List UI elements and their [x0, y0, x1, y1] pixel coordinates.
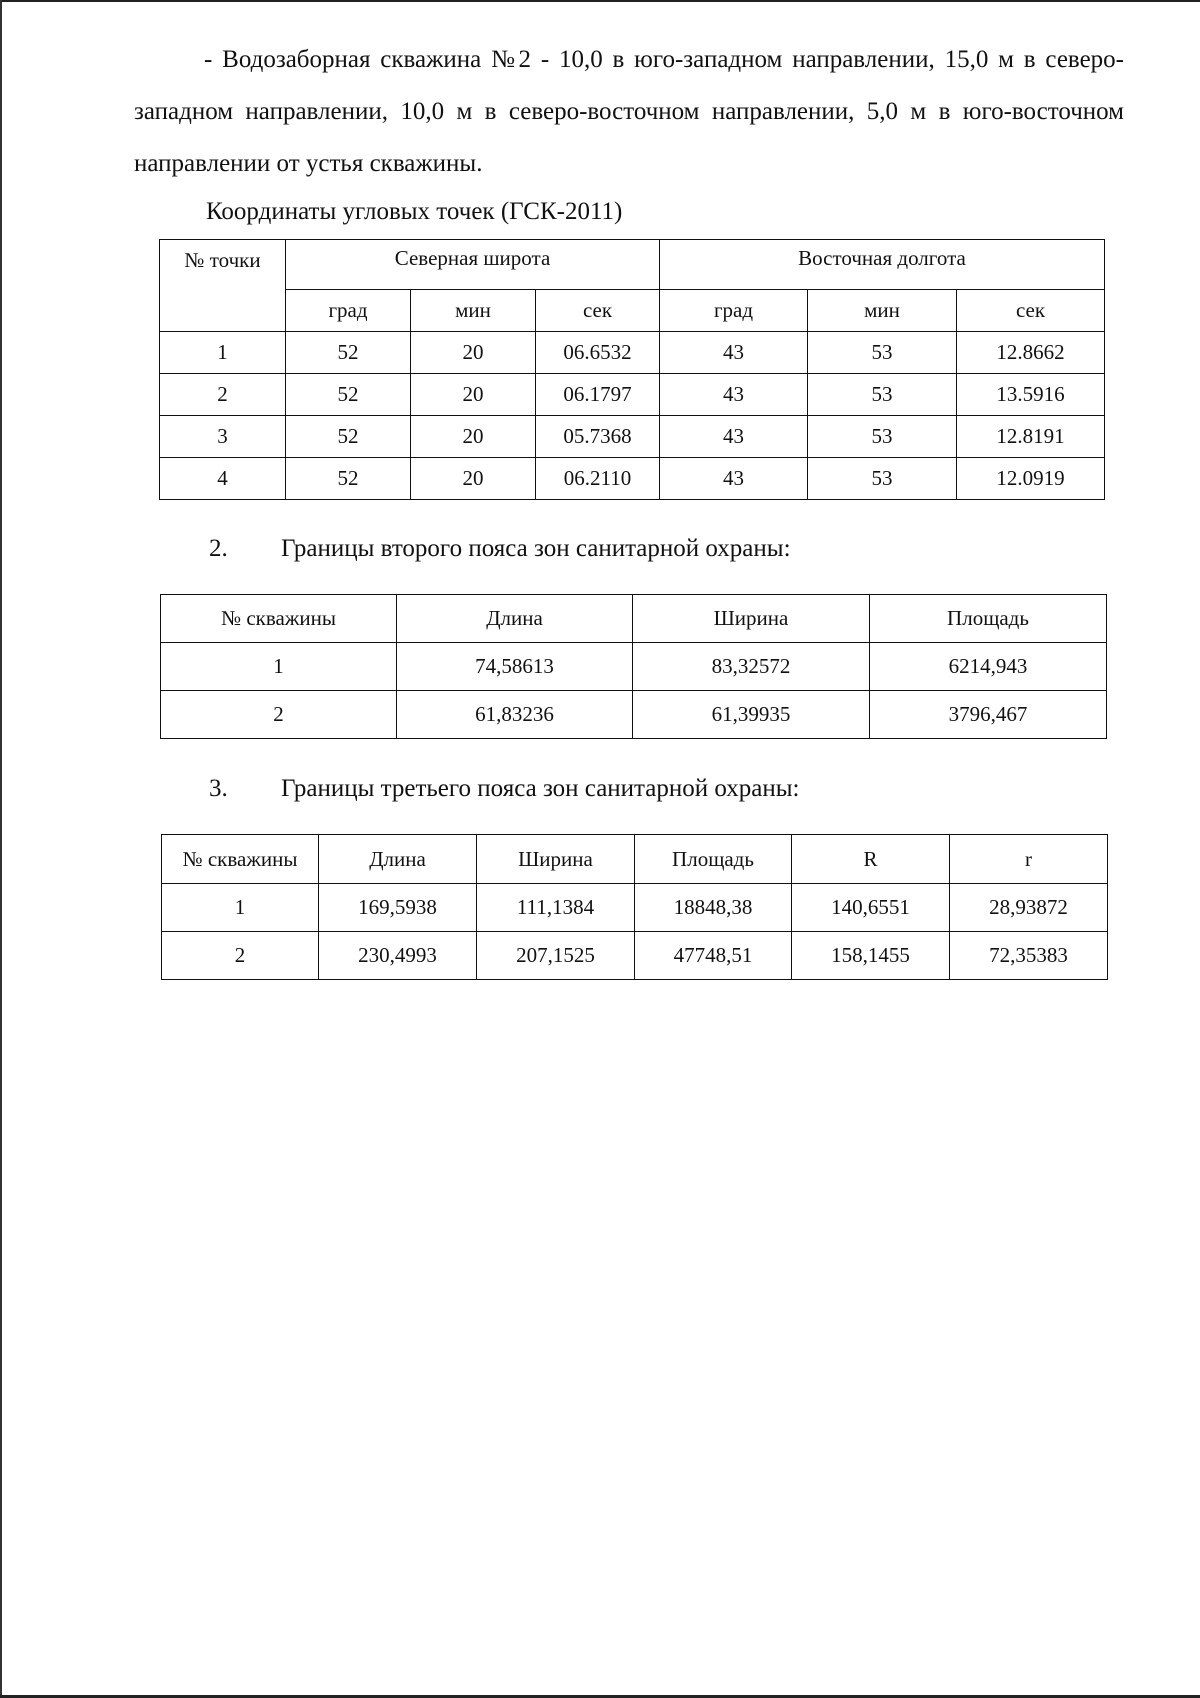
cell-lat-min: 20: [411, 416, 536, 458]
cell-length: 61,83236: [397, 691, 633, 739]
cell-well: 1: [161, 643, 397, 691]
table-row: [162, 884, 1108, 932]
table-row: [162, 932, 1108, 980]
cell-lon-sec: 12.8191: [957, 416, 1105, 458]
cell-lon-deg: 43: [660, 374, 808, 416]
cell-well: 2: [161, 691, 397, 739]
section-3-number: 3.: [209, 775, 228, 802]
header-width: Ширина: [633, 595, 870, 643]
cell-point: 2: [160, 374, 286, 416]
scan-edge-left: [0, 0, 2, 1698]
scan-edge-top: [0, 0, 1200, 2]
coords-caption: Координаты угловых точек (ГСК-2011): [206, 198, 623, 225]
cell-area: 18848,38: [635, 884, 792, 932]
cell-length: 169,5938: [319, 884, 477, 932]
header-area: Площадь: [635, 835, 792, 884]
header-lat-min: мин: [411, 290, 536, 332]
third-zone-table: [161, 834, 1108, 980]
cell-lon-deg: 43: [660, 416, 808, 458]
header-east-longitude: Восточная долгота: [660, 240, 1105, 290]
cell-radius-major: 140,6551: [792, 884, 950, 932]
table-row: [161, 643, 1107, 691]
cell-radius-minor: 72,35383: [950, 932, 1108, 980]
table-row: [161, 691, 1107, 739]
table-row: [160, 416, 1105, 458]
cell-lat-min: 20: [411, 374, 536, 416]
table-row: [160, 374, 1105, 416]
table-row: [160, 458, 1105, 500]
cell-length: 230,4993: [319, 932, 477, 980]
section-3-text: Границы третьего пояса зон санитарной охраны:: [281, 775, 800, 802]
header-length: Длина: [319, 835, 477, 884]
header-lat-sec: сек: [536, 290, 660, 332]
header-lon-min: мин: [808, 290, 957, 332]
cell-width: 111,1384: [477, 884, 635, 932]
cell-lon-sec: 12.8662: [957, 332, 1105, 374]
section-2-title: [209, 531, 791, 567]
intro-paragraph: [134, 34, 1124, 190]
cell-lon-deg: 43: [660, 332, 808, 374]
cell-lat-sec: 05.7368: [536, 416, 660, 458]
cell-lon-min: 53: [808, 416, 957, 458]
section-3-title: [209, 771, 799, 807]
cell-lon-min: 53: [808, 332, 957, 374]
table-row: [160, 332, 1105, 374]
cell-lat-sec: 06.1797: [536, 374, 660, 416]
cell-width: 83,32572: [633, 643, 870, 691]
header-radius-minor: r: [950, 835, 1108, 884]
cell-lon-min: 53: [808, 458, 957, 500]
cell-area: 3796,467: [870, 691, 1107, 739]
header-point-number: № точки: [160, 240, 286, 332]
header-lat-deg: град: [286, 290, 411, 332]
cell-lat-deg: 52: [286, 332, 411, 374]
cell-width: 207,1525: [477, 932, 635, 980]
cell-lon-deg: 43: [660, 458, 808, 500]
header-lon-deg: град: [660, 290, 808, 332]
cell-lat-min: 20: [411, 332, 536, 374]
cell-lat-deg: 52: [286, 374, 411, 416]
header-lon-sec: сек: [957, 290, 1105, 332]
cell-lon-sec: 13.5916: [957, 374, 1105, 416]
cell-point: 1: [160, 332, 286, 374]
cell-well: 2: [162, 932, 319, 980]
corner-points-table: [159, 239, 1105, 500]
cell-area: 47748,51: [635, 932, 792, 980]
cell-well: 1: [162, 884, 319, 932]
header-well-number: № скважины: [161, 595, 397, 643]
cell-area: 6214,943: [870, 643, 1107, 691]
cell-lat-deg: 52: [286, 416, 411, 458]
intro-text: - Водозаборная скважина №2 - 10,0 в юго-западном направлении, 15,0 м в северо-западном направлении, 10,0 м в северо-восточном направлении, 5,0 м в юго-восточном направлении от устья скважины.: [134, 46, 1124, 177]
header-well-number: № скважины: [162, 835, 319, 884]
cell-lat-min: 20: [411, 458, 536, 500]
header-area: Площадь: [870, 595, 1107, 643]
cell-lon-sec: 12.0919: [957, 458, 1105, 500]
header-length: Длина: [397, 595, 633, 643]
cell-point: 4: [160, 458, 286, 500]
cell-lat-sec: 06.6532: [536, 332, 660, 374]
cell-lon-min: 53: [808, 374, 957, 416]
header-north-latitude: Северная широта: [286, 240, 660, 290]
second-zone-table: [160, 594, 1107, 739]
section-2-text: Границы второго пояса зон санитарной охраны:: [281, 535, 791, 562]
cell-radius-major: 158,1455: [792, 932, 950, 980]
cell-radius-minor: 28,93872: [950, 884, 1108, 932]
header-radius-major: R: [792, 835, 950, 884]
cell-point: 3: [160, 416, 286, 458]
header-width: Ширина: [477, 835, 635, 884]
cell-lat-deg: 52: [286, 458, 411, 500]
cell-lat-sec: 06.2110: [536, 458, 660, 500]
cell-length: 74,58613: [397, 643, 633, 691]
section-2-number: 2.: [209, 535, 228, 562]
cell-width: 61,39935: [633, 691, 870, 739]
